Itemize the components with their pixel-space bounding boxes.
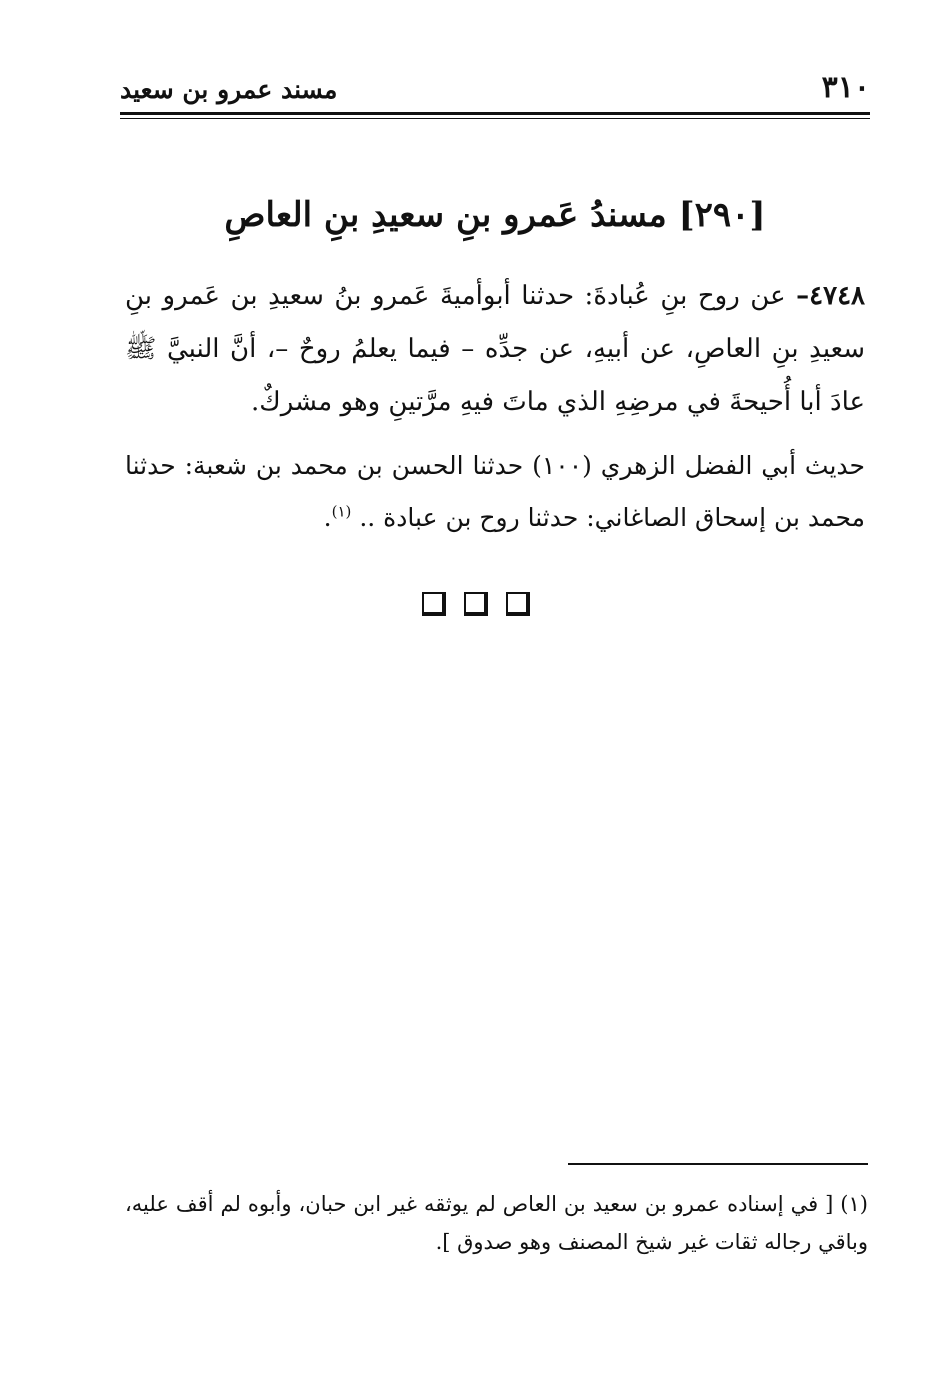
footnote-reference: (١) (331, 502, 352, 521)
separator-box-icon (464, 592, 488, 616)
running-title: مسند عمرو بن سعيد (120, 75, 338, 104)
isnad-end-punctuation: . (323, 503, 332, 532)
footnote-rule (568, 1163, 868, 1165)
isnad-text: حديث أبي الفضل الزهري (١٠٠) حدثنا الحسن بن محمد بن شعبة: حدثنا محمد بن إسحاق الصاغاني: حدثنا روح بن عبادة .. (125, 451, 865, 532)
running-header (120, 70, 870, 110)
footnote: (١) [ في إسناده عمرو بن سعيد بن العاص لم يوثقه غير ابن حبان، وأبوه لم أقف عليه، وباقي رجاله ثقات غير شيخ المصنف وهو صدوق ]. (125, 1192, 868, 1254)
separator-box-icon (422, 592, 446, 616)
separator-box-icon (506, 592, 530, 616)
chapter-title: [٢٩٠] مسندُ عَمرو بنِ سعيدِ بنِ العاصِ (224, 195, 766, 235)
isnad-paragraph (125, 440, 865, 544)
section-separator (0, 592, 951, 620)
hadith-paragraph (125, 270, 865, 429)
page-number: ٣١٠ (821, 70, 870, 105)
hadith-number: ٤٧٤٨– (796, 281, 865, 311)
header-rule-thin (120, 118, 870, 119)
hadith-text: عن روح بنِ عُبادةَ: حدثنا أبوأميةَ عَمرو بنُ سعيدِ بن عَمرو بنِ سعيدِ بنِ العاصِ، عن أبيهِ، عن جدِّه – فيما يعلمُ روحٌ –، أنَّ النبيَّ ﷺ عادَ أبا أُحيحةَ في مرضِهِ الذي ماتَ فيهِ مرَّتينِ وهو مشركٌ. (125, 281, 865, 417)
header-rule-thick (120, 112, 870, 115)
